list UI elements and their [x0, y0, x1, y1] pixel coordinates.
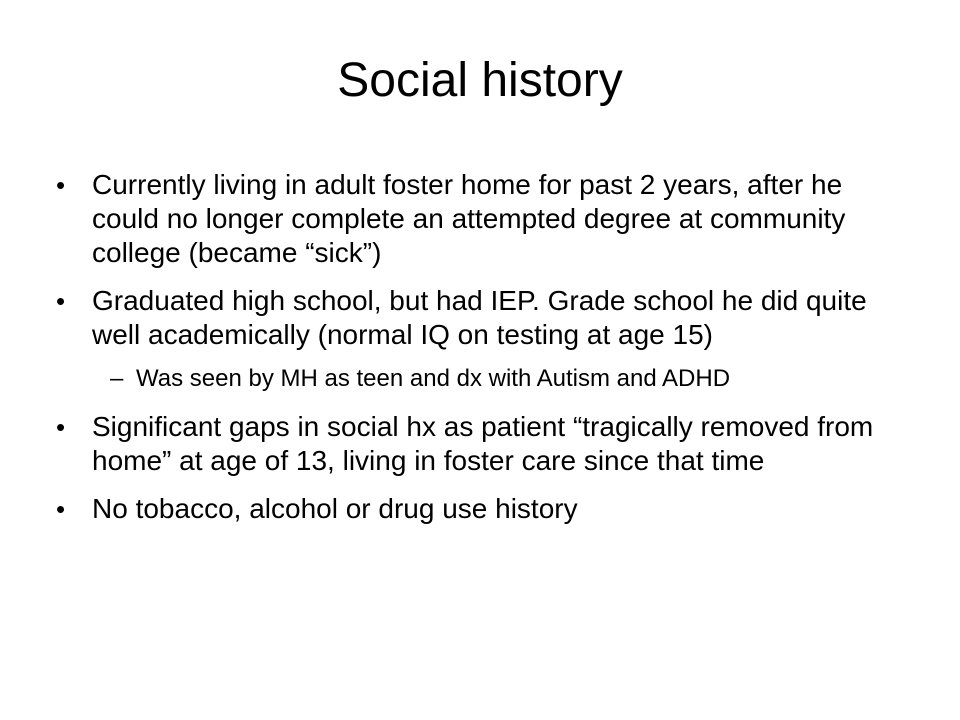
bullet-text: Significant gaps in social hx as patient “tragically removed from home” at age of 13, living in foster care since that time: [92, 411, 874, 476]
bullet-item: [56, 168, 904, 270]
bullet-text: Currently living in adult foster home for past 2 years, after he could no longer complete an attempted degree at community college (became “sick”): [92, 169, 846, 268]
bullet-text: No tobacco, alcohol or drug use history: [92, 493, 578, 524]
bullet-text: Graduated high school, but had IEP. Grade school he did quite well academically (normal IQ on testing at age 15): [92, 285, 867, 350]
bullet-marker: •: [56, 170, 66, 200]
bullet-item: [56, 284, 904, 352]
slide-title: Social history: [337, 54, 623, 107]
bullet-marker: •: [56, 286, 66, 316]
bullet-item: [56, 492, 904, 526]
sub-bullet-item: [56, 364, 904, 394]
sub-bullet-marker: –: [110, 365, 124, 392]
bullet-marker: •: [56, 412, 66, 442]
sub-bullet-text: Was seen by MH as teen and dx with Autism and ADHD: [136, 365, 731, 392]
bullet-marker: •: [56, 494, 66, 524]
slide-body: [56, 168, 904, 540]
bullet-item: [56, 410, 904, 478]
